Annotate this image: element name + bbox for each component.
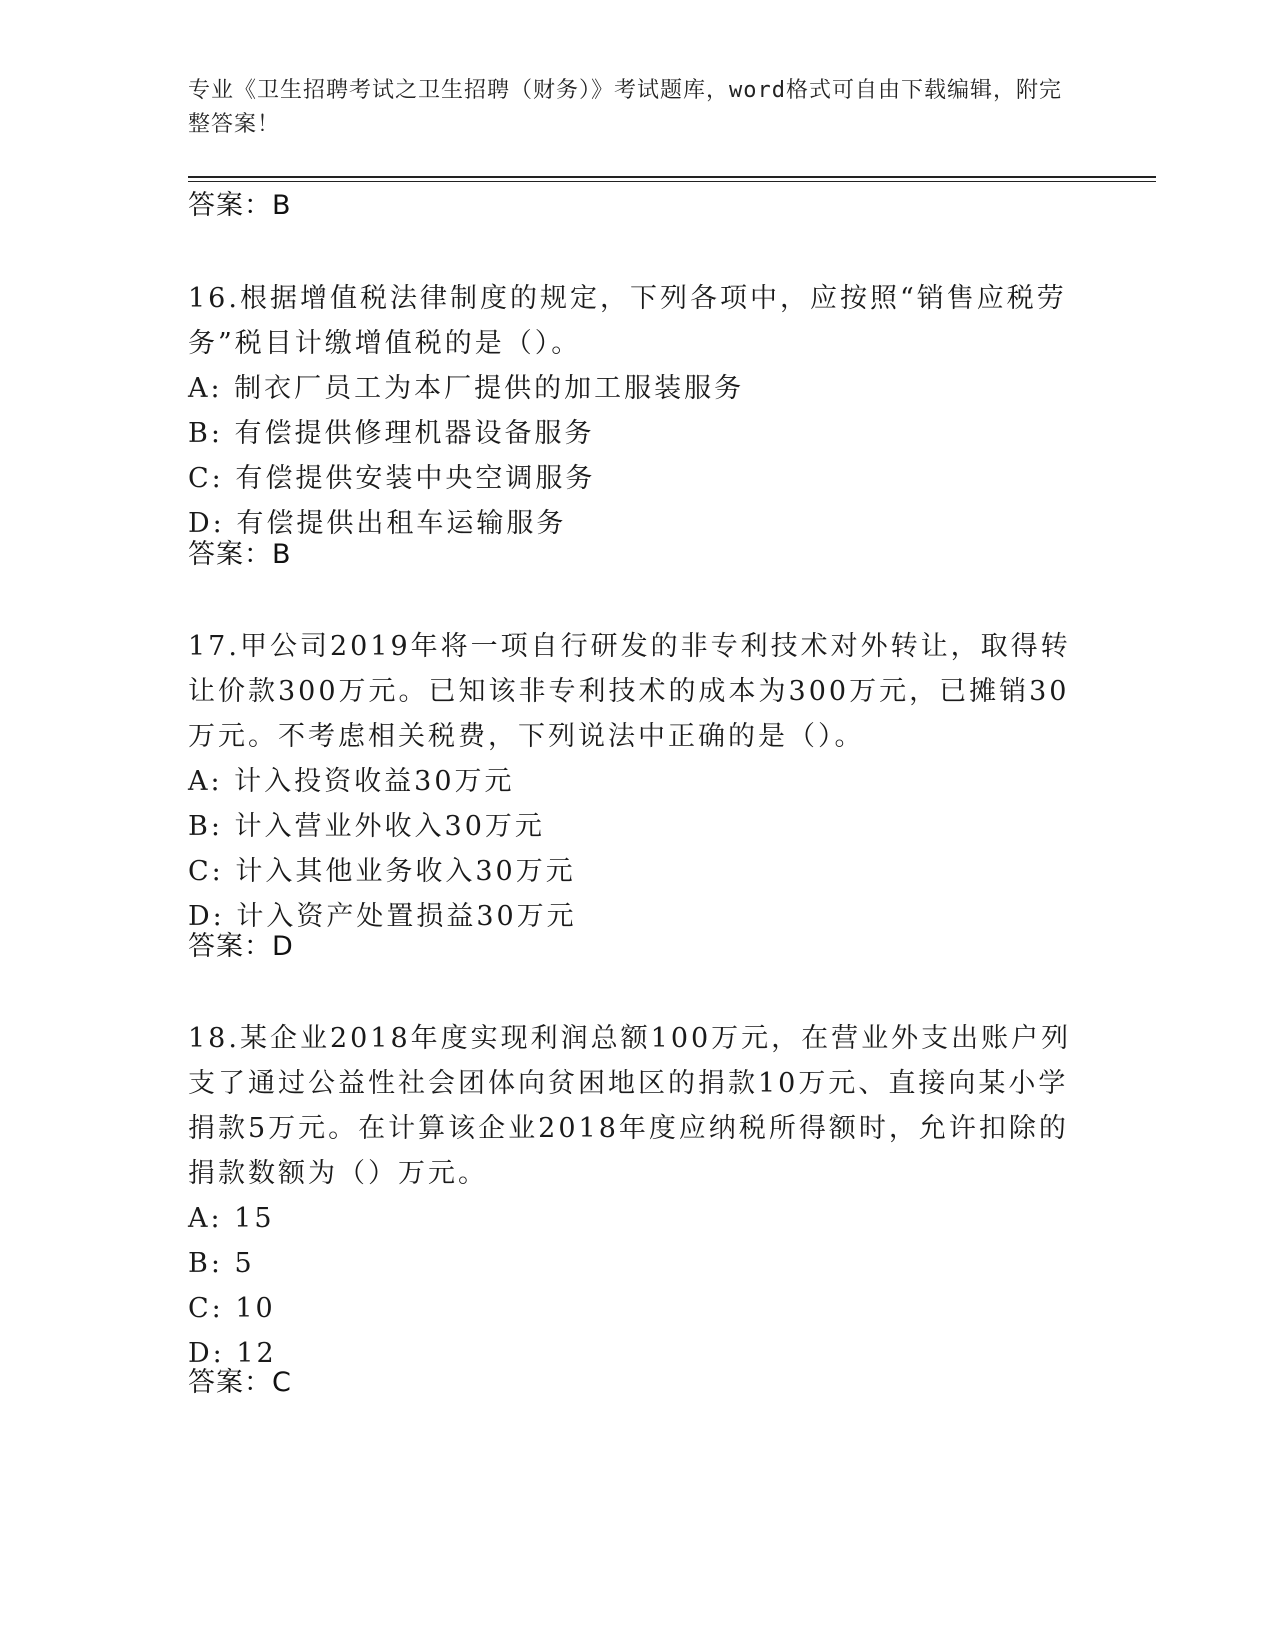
question-text: 16.根据增值税法律制度的规定，下列各项中，应按照“销售应税劳务”税目计缴增值税的是（）。 bbox=[188, 283, 1067, 359]
question-17 bbox=[188, 624, 1078, 939]
option-a: A: 制衣厂员工为本厂提供的加工服装服务 bbox=[188, 373, 745, 404]
option-d: D: 12 bbox=[188, 1338, 277, 1369]
document-header: 专业《卫生招聘考试之卫生招聘（财务）》考试题库，word格式可自由下载编辑，附完整答案！ bbox=[188, 78, 1062, 137]
answer-18: 答案：C bbox=[188, 1367, 292, 1398]
answer-17: 答案：D bbox=[188, 931, 294, 962]
answer-16: 答案：B bbox=[188, 539, 292, 570]
option-c: C: 有偿提供安装中央空调服务 bbox=[188, 463, 596, 494]
option-a: A: 15 bbox=[188, 1203, 275, 1234]
previous-answer: 答案：B bbox=[188, 190, 292, 221]
option-d: D: 计入资产处置损益30万元 bbox=[188, 901, 577, 932]
option-a: A: 计入投资收益30万元 bbox=[188, 766, 515, 797]
question-16 bbox=[188, 276, 1078, 546]
question-text: 17.甲公司2019年将一项自行研发的非专利技术对外转让，取得转让价款300万元。已知该非专利技术的成本为300万元，已摊销30万元。不考虑相关税费，下列说法中正确的是（）。 bbox=[188, 631, 1071, 752]
header-divider-thin bbox=[188, 181, 1156, 182]
question-text: 18.某企业2018年度实现利润总额100万元，在营业外支出账户列支了通过公益性社会团体向贫困地区的捐款10万元、直接向某小学捐款5万元。在计算该企业2018年度应纳税所得额时，允许扣除的捐款数额为（）万元。 bbox=[188, 1023, 1072, 1189]
option-c: C: 计入其他业务收入30万元 bbox=[188, 856, 576, 887]
header-divider bbox=[188, 176, 1156, 178]
option-b: B: 计入营业外收入30万元 bbox=[188, 811, 545, 842]
option-b: B: 有偿提供修理机器设备服务 bbox=[188, 418, 595, 449]
question-18 bbox=[188, 1016, 1078, 1376]
option-b: B: 5 bbox=[188, 1248, 255, 1279]
option-d: D: 有偿提供出租车运输服务 bbox=[188, 508, 567, 539]
option-c: C: 10 bbox=[188, 1293, 276, 1324]
